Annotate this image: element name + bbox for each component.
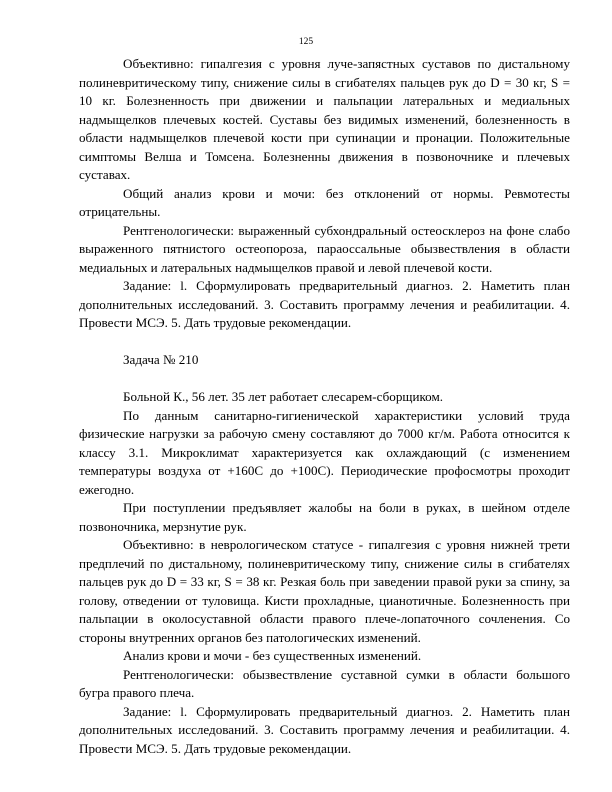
- task-title: Задача № 210: [123, 352, 199, 367]
- spacer: [79, 370, 570, 389]
- paragraph-assignment-2: Задание: l. Сформулировать предварительный диагноз. 2. Наметить план дополнительных исследований. 3. Составить программу лечения и реабилитации. 4. Провести МСЭ. 5. Дать трудовые рекомендации.: [79, 703, 570, 756]
- paragraph-work-conditions: По данным санитарно-гигиенической характеристики условий труда физические нагрузки за рабочую смену составляют до 7000 кг/м. Работа относится к классу 3.1. Микроклимат характеризуется как охлаждающий (с изменением температуры воздуха от +160С до +100С). Периодические профосмотры проходит ежегодно.: [79, 407, 570, 497]
- paragraph-objective-2: Объективно: в неврологическом статусе - гипалгезия с уровня нижней трети предплечий по дистальному, полиневритическому типу, снижение силы в сгибателях пальцев рук до D = 33 кг, S = 38 кг. Резкая боль при заведении правой руки за спину, за голову, отведении от туловища. Кисти прохладные, цианотичные. Болезненность при пальпации в околосуставной области правого плече-лопаточного сочленения. Со стороны внутренних органов без патологических изменений.: [79, 537, 570, 645]
- paragraph-xray-1: Рентгенологически: выраженный субхондральный остеосклероз на фоне слабо выраженного пятнистого остеопороза, параоссальные обызвествления в области медиальных и латеральных надмыщелков правой и левой плечевой кости.: [79, 222, 570, 275]
- paragraph-assignment-1: Задание: l. Сформулировать предварительный диагноз. 2. Наметить план дополнительных исследований. 3. Составить программу лечения и реабилитации. 4. Провести МСЭ. 5. Дать трудовые рекомендации.: [79, 278, 570, 330]
- paragraph-objective-1: Объективно: гипалгезия с уровня луче-запястных суставов по дистальному полиневритическому типу, снижение силы в сгибателях пальцев рук до D = 30 кг, S = 10 кг. Болезненность при движении и пальпации латеральных и медиальных надмыщелков плечевых костей. Суставы без видимых изменений, болезненность в области надмыщелков плечевой кости при супинации и пронации. Положительные симптомы Велша и Томсена. Болезненны движения в позвоночнике и плечевых суставах.: [79, 56, 570, 182]
- paragraph-patient-intro: Больной К., 56 лет. 35 лет работает слесарем-сборщиком.: [123, 389, 444, 404]
- paragraph-blood-analysis-2: Анализ крови и мочи - без существенных изменений.: [123, 648, 422, 663]
- page-number: 125: [298, 37, 314, 47]
- paragraph-blood-analysis-1: Общий анализ крови и мочи: без отклонений от нормы. Ревмотесты отрицательны.: [79, 185, 570, 219]
- paragraph-complaints: При поступлении предъявляет жалобы на боли в руках, в шейном отделе позвоночника, мерзнутие рук.: [79, 500, 570, 534]
- document-body: [79, 55, 570, 758]
- spacer: [79, 333, 570, 352]
- paragraph-xray-2: Рентгенологически: обызвествление суставной сумки в области большого бугра правого плеча.: [79, 666, 570, 700]
